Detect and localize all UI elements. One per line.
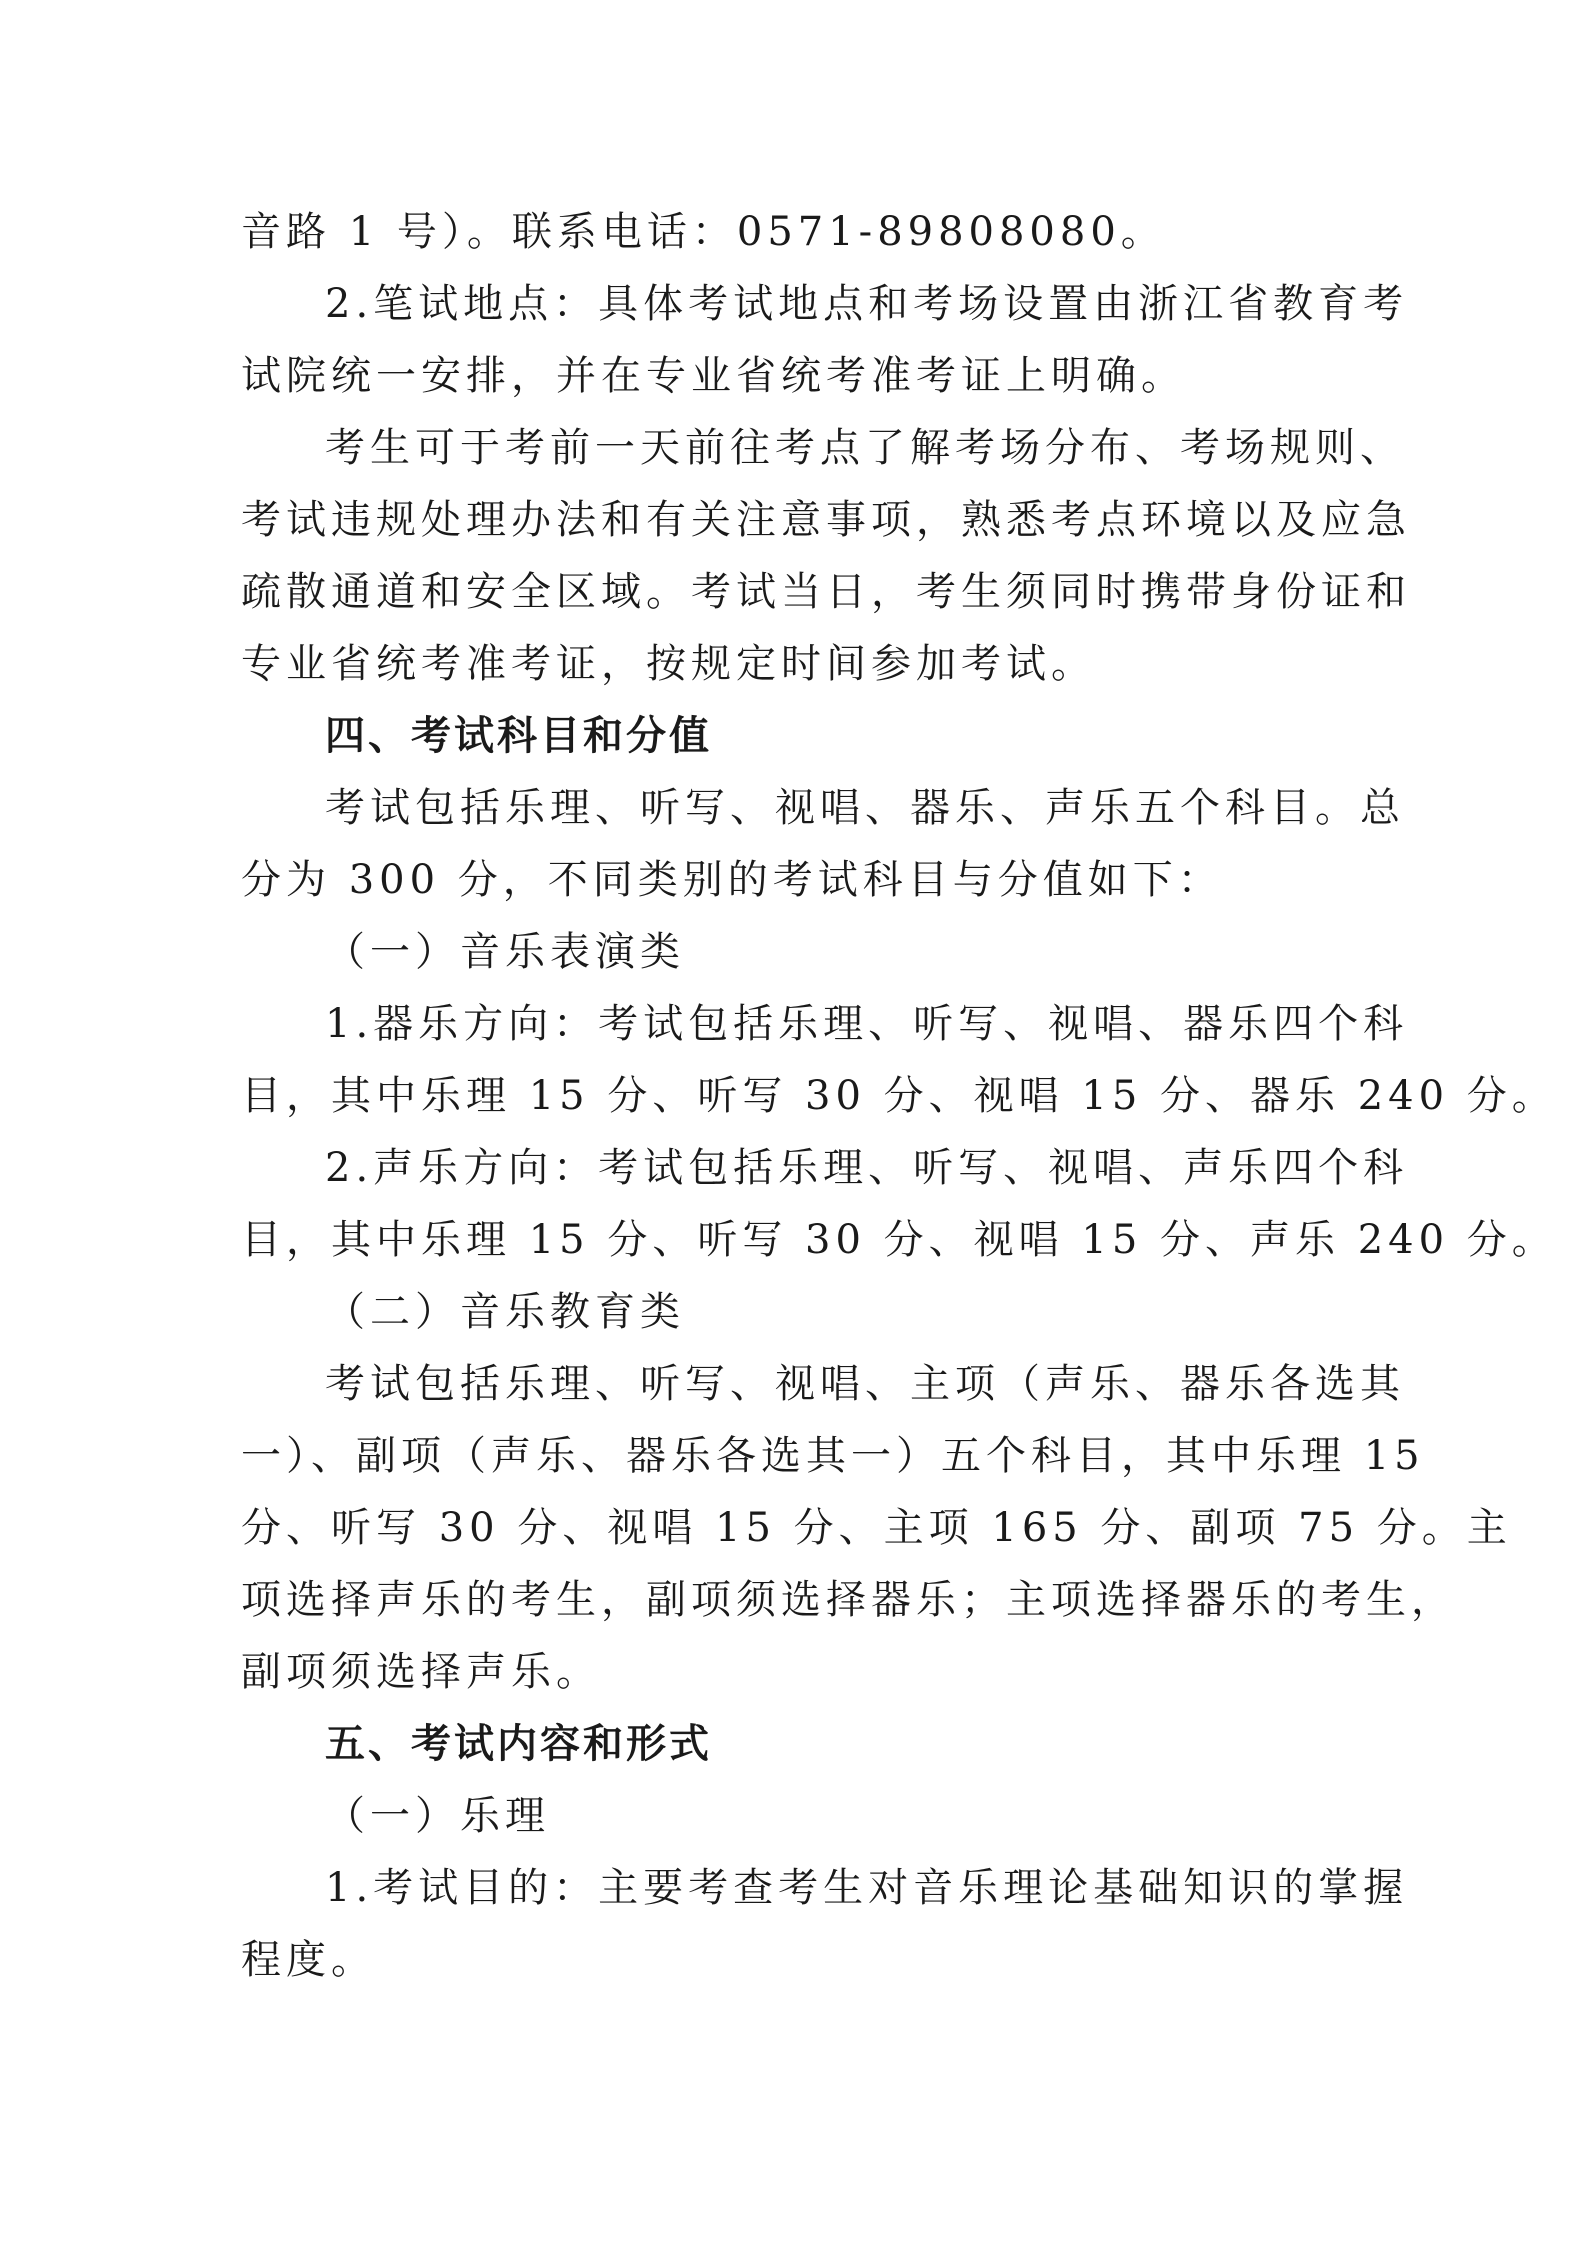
paragraph-line: 一）、副项（声乐、器乐各选其一）五个科目，其中乐理 15 xyxy=(241,1433,1425,1479)
document-body xyxy=(241,196,1557,1996)
paragraph-line: 目，其中乐理 15 分、听写 30 分、视唱 15 分、声乐 240 分。 xyxy=(241,1217,1557,1263)
paragraph-line: 专业省统考准考证，按规定时间参加考试。 xyxy=(241,641,1096,687)
paragraph-line: 考试包括乐理、听写、视唱、主项（声乐、器乐各选其 xyxy=(325,1361,1405,1407)
paragraph-line: 项选择声乐的考生，副项须选择器乐；主项选择器乐的考生， xyxy=(241,1577,1456,1623)
paragraph-line: 分为 300 分，不同类别的考试科目与分值如下： xyxy=(241,857,1223,903)
paragraph-line: 2.声乐方向：考试包括乐理、听写、视唱、声乐四个科 xyxy=(325,1145,1409,1191)
paragraph-line: 音路 1 号）。联系电话：0571-89808080。 xyxy=(241,209,1166,255)
paragraph-line: 疏散通道和安全区域。考试当日，考生须同时携带身份证和 xyxy=(241,569,1411,615)
paragraph-line: 1.考试目的：主要考查考生对音乐理论基础知识的掌握 xyxy=(325,1865,1409,1911)
paragraph-line: 考试包括乐理、听写、视唱、器乐、声乐五个科目。总 xyxy=(325,785,1405,831)
section-heading: 四、考试科目和分值 xyxy=(325,713,712,759)
paragraph-line: 目，其中乐理 15 分、听写 30 分、视唱 15 分、器乐 240 分。 xyxy=(241,1073,1557,1119)
paragraph-line: 分、听写 30 分、视唱 15 分、主项 165 分、副项 75 分。主 xyxy=(241,1505,1512,1551)
paragraph-line: 2.笔试地点：具体考试地点和考场设置由浙江省教育考 xyxy=(325,281,1409,327)
paragraph-line: 考试违规处理办法和有关注意事项，熟悉考点环境以及应急 xyxy=(241,497,1411,543)
subsection-heading: （一）音乐表演类 xyxy=(325,929,685,975)
subsection-heading: （一）乐理 xyxy=(325,1793,550,1839)
paragraph-line: 试院统一安排，并在专业省统考准考证上明确。 xyxy=(241,353,1186,399)
paragraph-line: 考生可于考前一天前往考点了解考场分布、考场规则、 xyxy=(325,425,1405,471)
paragraph-line: 副项须选择声乐。 xyxy=(241,1649,601,1695)
paragraph-line: 程度。 xyxy=(241,1937,376,1983)
paragraph-line: 1.器乐方向：考试包括乐理、听写、视唱、器乐四个科 xyxy=(325,1001,1409,1047)
section-heading: 五、考试内容和形式 xyxy=(325,1721,712,1767)
subsection-heading: （二）音乐教育类 xyxy=(325,1289,685,1335)
